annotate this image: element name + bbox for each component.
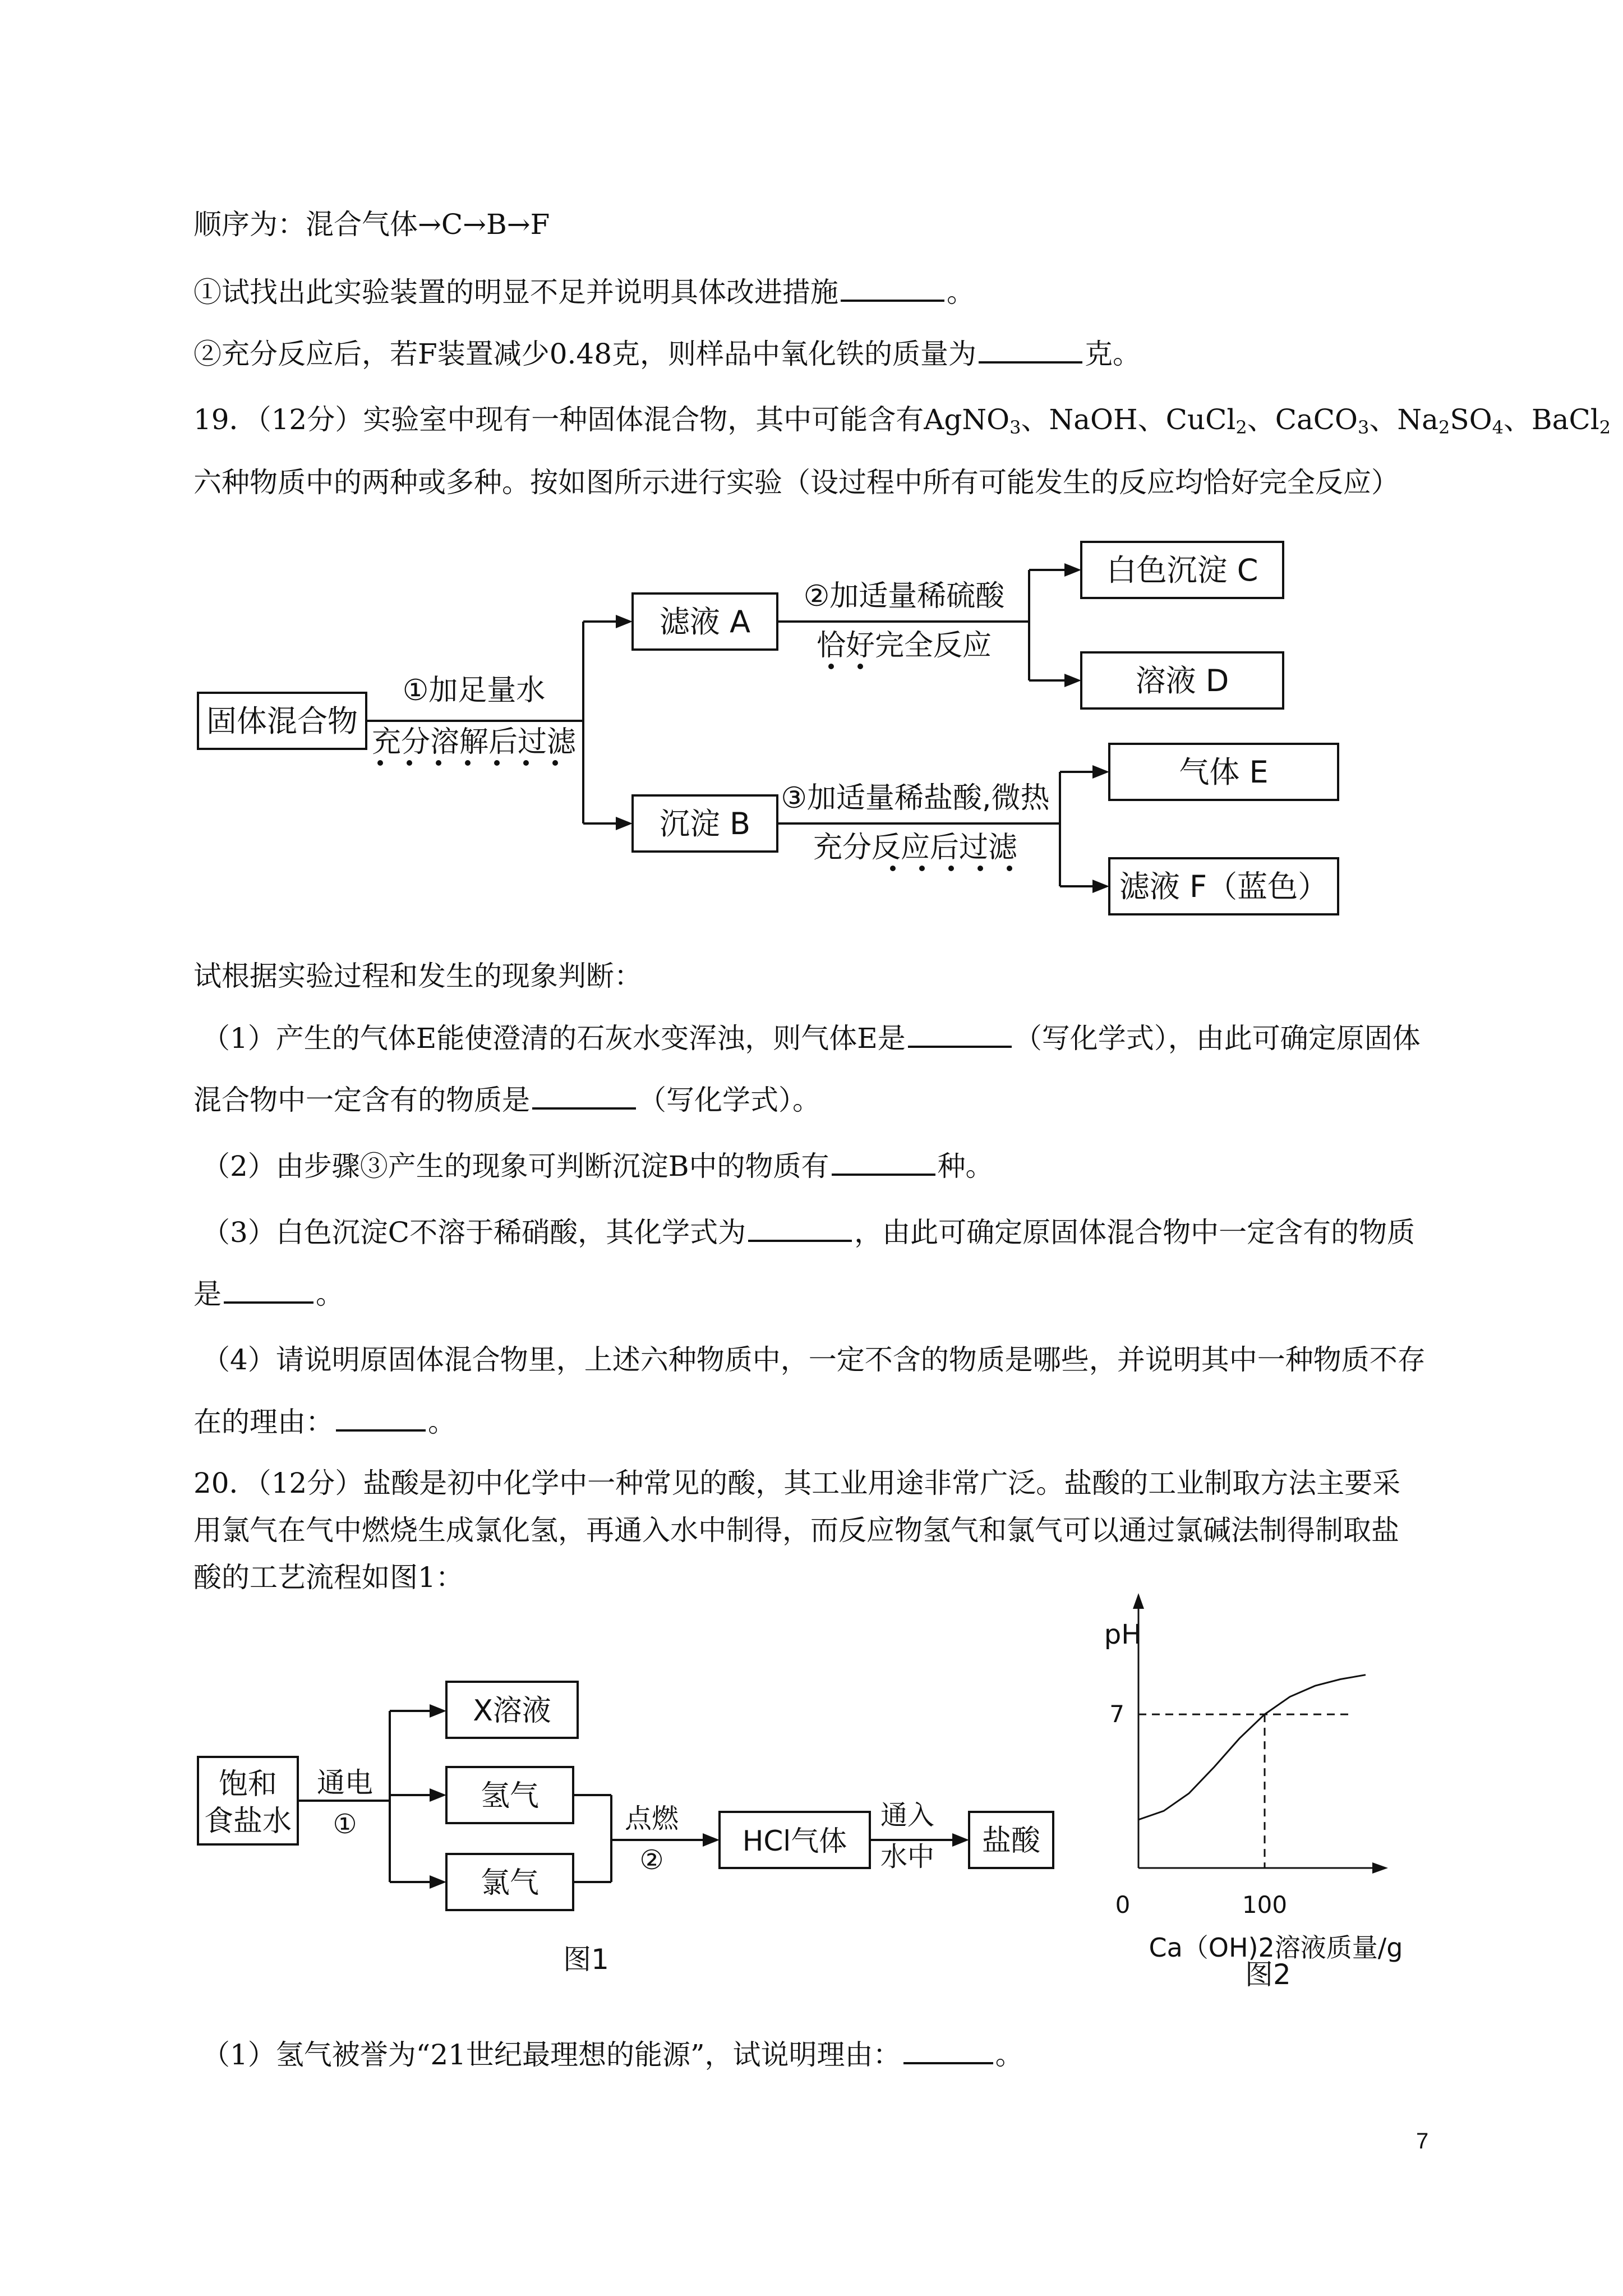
figure2-caption: 图2 [1245,1958,1291,1991]
emphasis-dots [828,664,863,669]
q18-part1-text: ①试找出此实验装置的明显不足并说明具体改进措施 [193,276,838,309]
q20-figure1 [0,1599,1122,1991]
arrow-head [1064,563,1081,577]
brine-label-1: 饱和 [218,1768,278,1801]
answer-blank[interactable] [224,1276,313,1304]
q19-chemicals: AgNO$_3$、NaOH、CuCl$_2$、CaCO$_3$、$Na_2SO_4$、BaCl$_2$ [924,403,1611,438]
arrow-head [703,1833,720,1847]
q20-line1-text: 20．（12分）盐酸是初中化学中一种常见的酸，其工业用途非常广泛。盐酸的工业制取方法主要采 [193,1467,1401,1499]
q19-sub2 [202,1148,1464,1184]
sub4-text-a: （4）请说明原固体混合物里，上述六种物质中，一定不含的物质是哪些，并说明其中一种物质不存 [202,1343,1426,1376]
answer-blank[interactable] [908,1020,1012,1048]
judge-line [193,958,1455,994]
q19-sub1-line2 [193,1082,1455,1118]
x-tick-label: 100 [1242,1891,1288,1918]
q19-sub4-line1 [202,1342,1464,1378]
figure1-caption: 图1 [563,1943,609,1976]
ignite-label: 点燃 [624,1803,679,1834]
answer-blank[interactable] [336,1404,426,1432]
arrow-head [952,1833,969,1847]
brine-label-2: 食盐水 [204,1805,292,1838]
x-solution-label: X溶液 [473,1694,551,1728]
answer-blank[interactable] [903,2036,993,2064]
arrow-head [1064,674,1081,687]
sub2-text-a: （2）由步骤③产生的现象可判断沉淀B中的物质有 [202,1150,829,1182]
sub2-text-b: 种。 [937,1150,994,1182]
sub4-text-c: 。 [428,1406,456,1438]
origin-label: 0 [1115,1891,1131,1918]
hcl-gas-label: HCl气体 [742,1825,847,1857]
step2-bottom-label: 恰好完全反应 [816,629,992,662]
q20-sub1 [202,2036,1464,2073]
step3-bottom-label: 充分反应后过滤 [813,831,1018,864]
q18-part2-end: 克。 [1085,338,1141,370]
answer-blank[interactable] [832,1148,935,1176]
q19-sub3-line2 [193,1276,1455,1312]
q20-figure2-chart [1066,1582,1458,1991]
q19-sub3-line1 [202,1214,1464,1250]
hydrochloric-acid-label: 盐酸 [981,1824,1041,1858]
step1-bottom-label: 充分溶解后过滤 [371,725,577,759]
q20-sub1-text: （1）氢气被誉为“21世纪最理想的能源”，试说明理由： [202,2039,901,2071]
answer-blank[interactable] [532,1082,636,1110]
sub1-text-b: （写化学式），由此可确定原固体 [1013,1022,1421,1055]
arrow-head [430,1875,446,1889]
sub4-text-b: 在的理由： [193,1406,334,1438]
hydrogen-label: 氢气 [480,1779,540,1813]
q20-line1 [193,1465,1455,1501]
emphasis-dots [890,866,1012,871]
sub3-text-d: 。 [316,1278,344,1310]
arrow-head [430,1704,446,1718]
arrow-head [616,615,633,628]
q19-sub4-line2 [193,1404,1455,1440]
sub1-text-d: （写化学式）。 [638,1084,820,1116]
electrolysis-label: 通电 [317,1766,373,1799]
step2-number: ② [639,1844,664,1876]
into-water-label-2: 水中 [880,1841,935,1872]
q19-head: 19．（12分）实验室中现有一种固体混合物，其中可能含有 [193,403,924,436]
arrow-head [1092,765,1109,779]
sub1-text-c: 混合物中一定含有的物质是 [193,1084,530,1116]
arrow-head [430,1788,446,1802]
q18-part1-end: 。 [947,276,975,309]
sub3-text-c: 是 [193,1278,222,1310]
filtrate-a-label: 滤液 A [659,604,751,639]
order-text: 顺序为：混合气体→C→B→F [193,208,550,241]
solid-mixture-label: 固体混合物 [206,703,358,739]
into-water-label-1: 通入 [880,1800,935,1831]
q19-flowchart [0,0,1623,954]
q19-sub1-line1 [202,1020,1464,1056]
q20-sub1-end: 。 [995,2039,1023,2071]
sub1-text-a: （1）产生的气体E能使澄清的石灰水变浑浊，则气体E是 [202,1022,906,1055]
y-axis-arrow [1133,1593,1144,1609]
solution-d-label: 溶液 D [1135,663,1229,698]
q20-line3-text: 酸的工艺流程如图1： [193,1561,464,1594]
answer-blank[interactable] [748,1214,852,1242]
q20-line2-text: 用氯气在气中燃烧生成氯化氢，再通入水中制得，而反应物氢气和氯气可以通过氯碱法制得制取盐 [193,1514,1399,1547]
judge-text: 试根据实验过程和发生的现象判断： [193,960,642,992]
arrow-head [1092,880,1109,893]
sub3-text-b: ，由此可确定原固体混合物中一定含有的物质 [854,1216,1415,1249]
y-tick-label: 7 [1109,1700,1124,1728]
x-axis-label: Ca（OH)2溶液质量/g [1149,1932,1403,1963]
sub3-text-a: （3）白色沉淀C不溶于稀硝酸，其化学式为 [202,1216,746,1249]
white-precipitate-c-label: 白色沉淀 C [1106,553,1258,588]
gas-e-label: 气体 E [1179,754,1269,790]
y-axis-label: pH [1104,1619,1142,1650]
emphasis-dots [377,760,558,766]
chlorine-label: 氯气 [480,1866,540,1900]
precipitate-b-label: 沉淀 B [659,806,751,841]
step1-top-label: ①加足量水 [402,674,546,707]
step1-number: ① [333,1809,357,1840]
q19-line2-text: 六种物质中的两种或多种。按如图所示进行实验（设过程中所有可能发生的反应均恰好完全反应） [193,466,1399,499]
filtrate-f-label: 滤液 F（蓝色） [1119,869,1329,904]
page-number: 7 [1416,2129,1429,2154]
step3-top-label: ③加适量稀盐酸,微热 [781,781,1050,815]
x-axis-arrow [1372,1862,1388,1874]
ph-curve [1138,1675,1366,1820]
q18-part2-text: ②充分反应后，若F装置减少0.48克，则样品中氧化铁的质量为 [193,338,977,370]
q20-line2 [193,1512,1455,1548]
step2-top-label: ②加适量稀硫酸 [803,579,1005,613]
arrow-head [616,817,633,830]
